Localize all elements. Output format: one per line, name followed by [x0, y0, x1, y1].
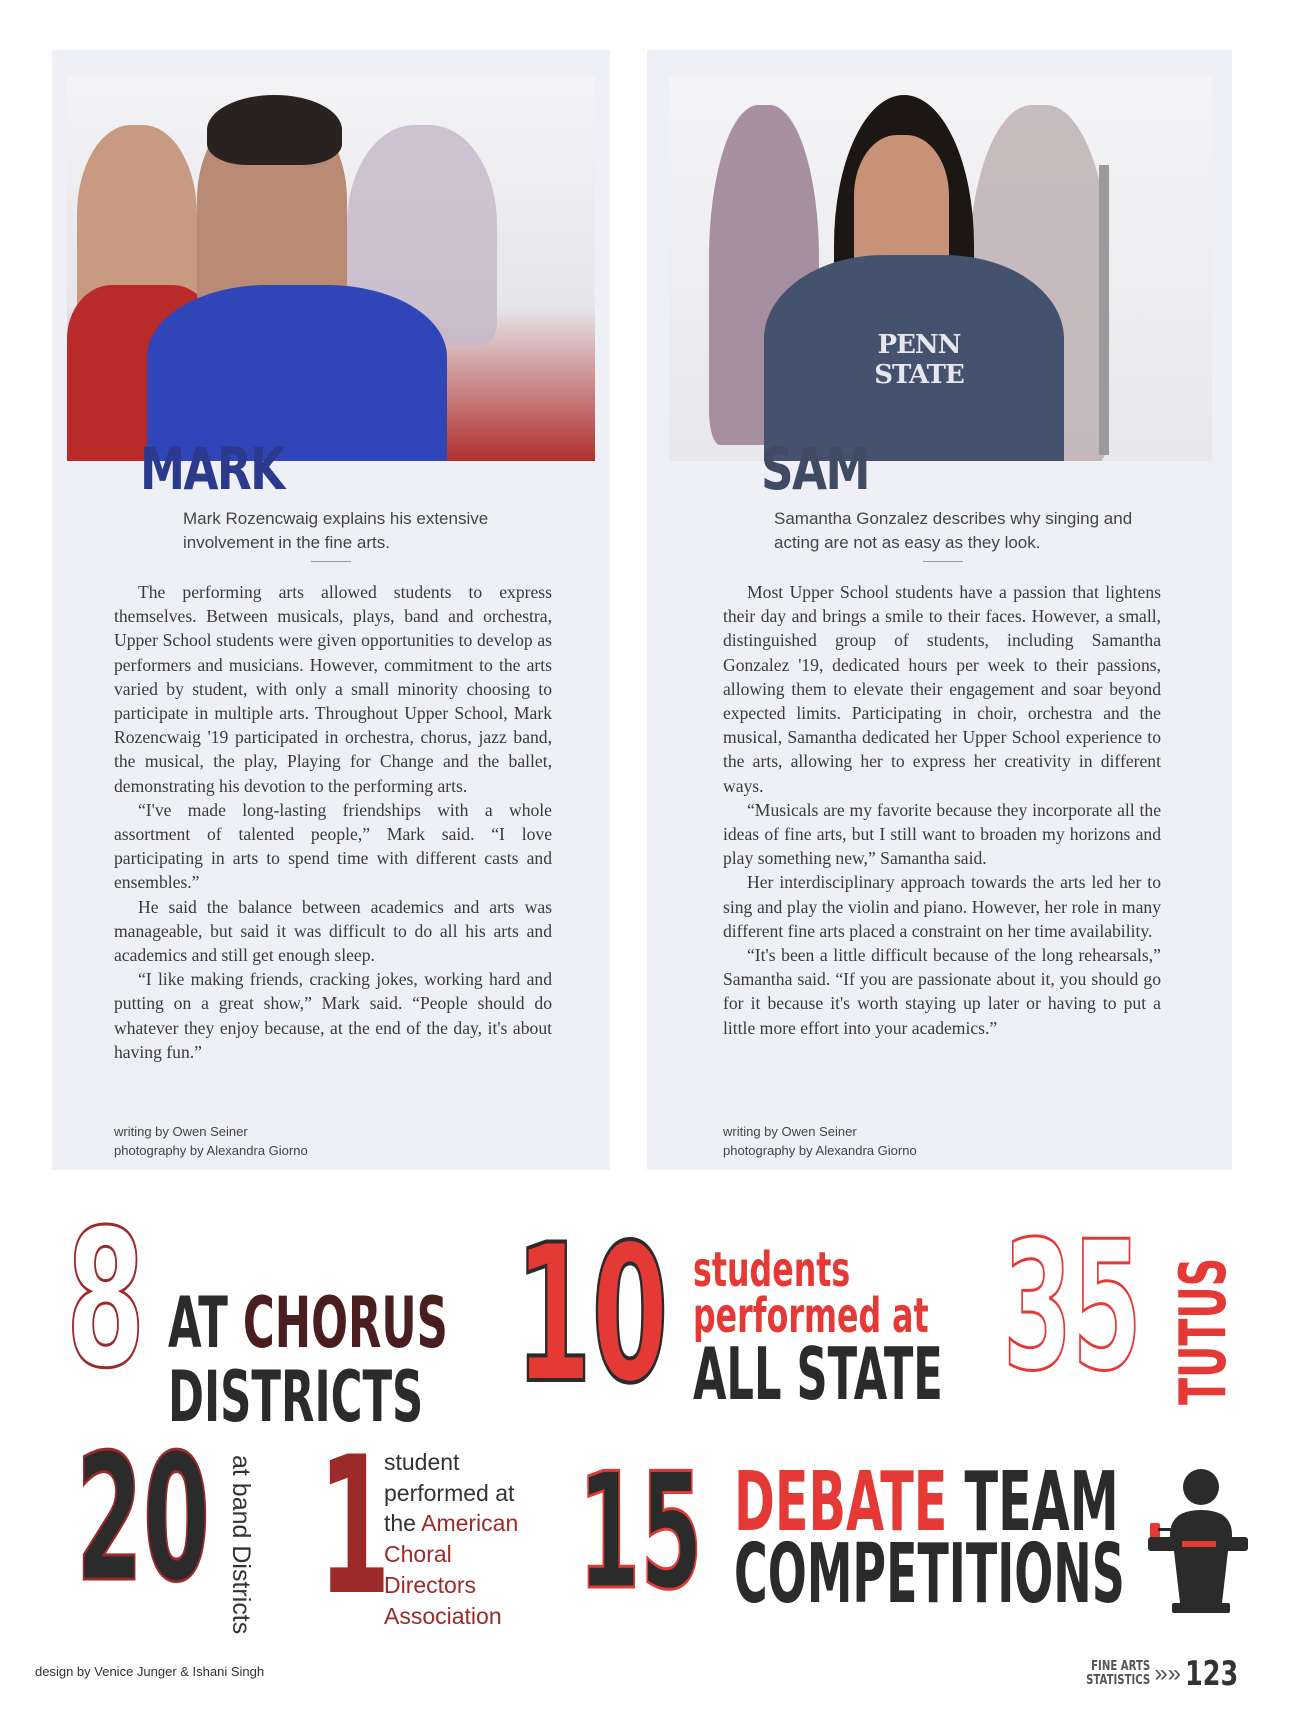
divider: [311, 561, 351, 562]
stat-number: 35: [1003, 1203, 1142, 1410]
section-subname: STATISTICS: [1086, 1673, 1151, 1688]
shirt-print: PENN STATE: [874, 330, 964, 390]
paragraph: Most Upper School students have a passion that lightens their day and brings a smile to their faces. However, a small, distinguished group of students, including Samantha Gonzalez '19, dedicated hours per week to their passions, allowing them to elevate their engagement and soar beyond expected limits. Participating in choir, orchestra and the musical, Samantha dedicated her Upper School experience to the arts, allowing her to express her creativity in different ways.: [723, 582, 1161, 796]
paragraph: He said the balance between academics and arts was manageable, but said it was difficult to do all his arts and academics and still get enough sleep.: [114, 896, 552, 966]
page-folio: [1068, 1654, 1256, 1694]
label-the: the: [384, 1510, 422, 1537]
stat-label-line3: ALL STATE: [693, 1332, 943, 1416]
stat-label: TUTUS: [1167, 1257, 1241, 1405]
photo-credit: photography by Alexandra Giorno: [723, 1143, 917, 1158]
sam-photo-collage: [669, 75, 1212, 461]
section-label: [1086, 1660, 1150, 1688]
design-credit: design by Venice Junger & Ishani Singh: [35, 1664, 265, 1679]
label-line: [384, 1508, 518, 1539]
writing-credit: writing by Owen Seiner: [723, 1124, 857, 1139]
podium-speaker-icon: [1148, 1465, 1248, 1615]
paragraph: The performing arts allowed students to express themselves. Between musicals, plays, band and orchestra, Upper School students were given opportunities to develop as performers and musicians. However, commitment to the arts varied by student, with only a small minority choosing to participate in multiple arts. Throughout Upper School, Mark Rozencwaig '19 participated in orchestra, chorus, jazz band, the musical, the play, Playing for Change and the ballet, demonstrating his devotion to the performing arts.: [114, 582, 552, 796]
label-line: Directors: [384, 1571, 477, 1598]
profile-card-sam: [647, 50, 1232, 1170]
paragraph: “Musicals are my favorite because they incorporate all the ideas of fine arts, but I still want to broaden my horizons and play something new,” Samantha said.: [723, 799, 1161, 869]
page-number: 123: [1185, 1654, 1239, 1694]
stat-label-line1: [168, 1282, 448, 1364]
label-line: Choral: [384, 1541, 452, 1568]
profile-name: MARK: [140, 435, 284, 503]
paragraph: Her interdisciplinary approach towards the arts led her to sing and play the violin and piano. However, her role in many different fine arts placed a constraint on her time availability.: [723, 872, 1161, 941]
credits: [723, 1122, 917, 1160]
profile-article: [723, 580, 1161, 1040]
divider: [923, 561, 963, 562]
stat-label-line1: students: [693, 1242, 851, 1298]
label-line: Association: [384, 1602, 502, 1629]
paragraph: “It's been a little difficult because of the long rehearsals,” Samantha said. “If you are passionate about it, you should go for it because it's worth staying up later or having to put a little more effort into your academics.”: [723, 945, 1161, 1038]
credits: [114, 1122, 308, 1160]
stat-label-line2: performed at: [693, 1288, 929, 1344]
stat-number: 15: [578, 1438, 703, 1625]
stat-number: 8: [66, 1189, 146, 1410]
stat-label-at: AT: [168, 1282, 243, 1364]
label-line: student: [384, 1449, 460, 1475]
chevron-right-icon: »»: [1154, 1660, 1182, 1687]
stat-label-line2: DISTRICTS: [168, 1356, 424, 1438]
profile-name: SAM: [761, 435, 869, 503]
stat-label: [384, 1447, 518, 1631]
profile-subtitle: Mark Rozencwaig explains his extensive involvement in the fine arts.: [183, 509, 489, 552]
stat-number: 1: [318, 1416, 391, 1637]
stat-label: at band Districts: [227, 1455, 255, 1635]
mark-photo-collage: [67, 75, 595, 461]
label-team: TEAM: [947, 1455, 1119, 1550]
label-line: performed at: [384, 1479, 515, 1506]
label-debate: DEBATE: [734, 1455, 948, 1550]
stat-label-chorus: CHORUS: [242, 1282, 448, 1364]
stat-number: 10: [515, 1204, 669, 1425]
paragraph: “I like making friends, cracking jokes, working hard and putting on a great show,” Mark said. “People should do whatever they enjoy because, at the end of the day, it's about having fun.”: [114, 969, 552, 1062]
section-name: FINE ARTS: [1091, 1659, 1151, 1674]
label-american: American: [421, 1510, 519, 1537]
paragraph: “I've made long-lasting friendships with a whole assortment of talented people,” Mark said. “I love participating in arts to spend time with different casts and ensembles.”: [114, 799, 552, 893]
stat-label-line2: COMPETITIONS: [734, 1527, 1125, 1622]
profile-article: [114, 580, 552, 1064]
writing-credit: writing by Owen Seiner: [114, 1124, 248, 1139]
profile-subtitle: Samantha Gonzalez describes why singing and acting are not as easy as they look.: [774, 509, 1133, 552]
stat-number: 20: [76, 1418, 210, 1621]
photo-credit: photography by Alexandra Giorno: [114, 1143, 308, 1158]
profile-card-mark: [52, 50, 610, 1170]
